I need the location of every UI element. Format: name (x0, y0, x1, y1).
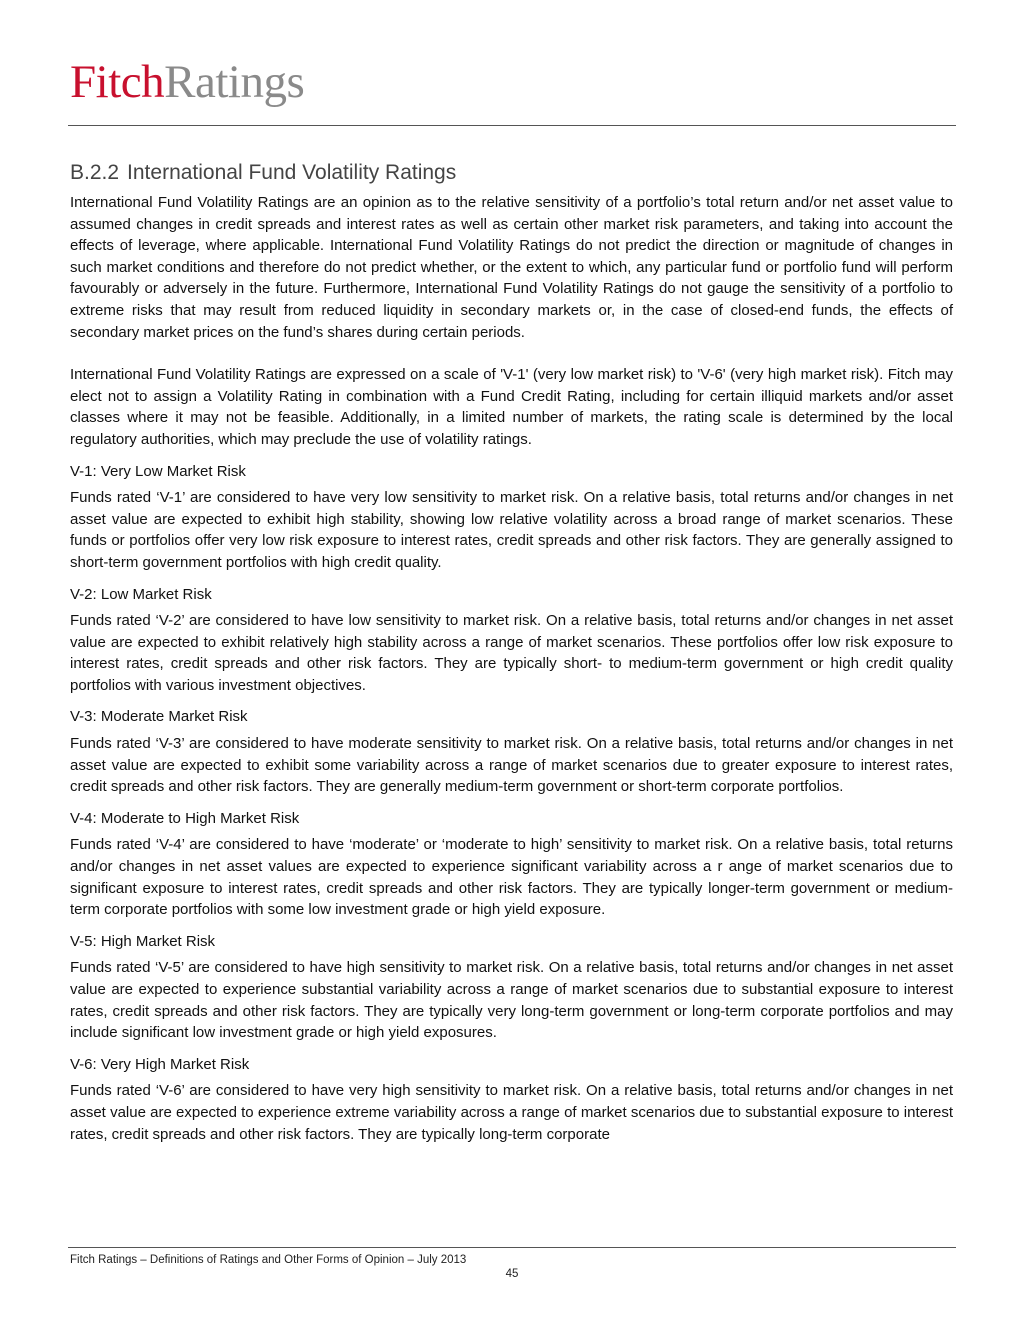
fitch-ratings-logo (70, 52, 304, 112)
rating-block-v2 (70, 584, 953, 697)
rating-description: Funds rated ‘V-3’ are considered to have moderate sensitivity to market risk. On a relative basis, total returns and/or changes in net asset value are expected to exhibit some variability across a range of market scenarios due to greater exposure to interest rates, credit spreads and other risk factors. They are generally medium-term government or short-term corporate portfolios. (70, 735, 953, 796)
intro-paragraph: International Fund Volatility Ratings are an opinion as to the relative sensitivity of a portfolio’s total return and/or net asset value to assumed changes in credit spreads and interest rates as well as certain other market risk parameters, and taking into account the effects of leverage, where applicable. International Fund Volatility Ratings do not predict the direction or magnitude of changes in such market conditions and therefore do not predict whether, or the extent to which, any particular fund or portfolio fund will perform favourably or adversely in the future. Furthermore, International Fund Volatility Ratings do not gauge the sensitivity of a portfolio to extreme risks that may result from reduced liquidity in secondary markets or, in the case of closed-end funds, the effects of secondary market prices on the fund’s shares during certain periods. (70, 194, 953, 341)
logo-fitch: Fitch (70, 56, 165, 108)
rating-block-v4 (70, 808, 953, 921)
rating-description: Funds rated ‘V-5’ are considered to have high sensitivity to market risk. On a relative basis, total returns and/or changes in net asset value are expected to experience substantial variability across a range of market scenarios due to substantial exposure to interest rates, credit spreads and other risk factors. They are typically very long-term government or long-term corporate portfolios and may include significant low investment grade or high yield exposures. (70, 959, 953, 1042)
rating-description: Funds rated ‘V-4’ are considered to have ‘moderate’ or ‘moderate to high’ sensitivity to market risk. On a relative basis, total returns and/or changes in net asset values are expected to experience significant variability across a r ange of market scenarios due to significant exposure to interest rates, credit spreads and other risk factors. They are typically longer-term government or medium-term corporate portfolios with some low investment grade or high yield exposure. (70, 836, 953, 919)
page-content (70, 158, 953, 1145)
section-title (70, 158, 953, 188)
page-number: 45 (505, 1268, 519, 1280)
section-title-text: International Fund Volatility Ratings (127, 161, 457, 184)
rating-heading: V-3: Moderate Market Risk (70, 708, 248, 726)
rating-heading: V-5: High Market Risk (70, 932, 216, 950)
rating-heading: V-4: Moderate to High Market Risk (70, 809, 300, 827)
rating-heading: V-2: Low Market Risk (70, 585, 212, 603)
footer-document-title: Fitch Ratings – Definitions of Ratings and Other Forms of Opinion – July 2013 (70, 1254, 467, 1266)
rating-description: Funds rated ‘V-2’ are considered to have low sensitivity to market risk. On a relative basis, total returns and/or changes in net asset value are expected to exhibit relatively high stability across a range of market scenarios. These portfolios offer low risk exposure to interest rates, credit spreads and other risk factors. They are typically short- to medium-term government or high credit quality portfolios with various investment objectives. (70, 612, 953, 694)
footer-divider (68, 1247, 956, 1248)
rating-heading: V-6: Very High Market Risk (70, 1055, 250, 1073)
rating-block-v6 (70, 1054, 953, 1145)
header-divider (68, 125, 956, 126)
rating-description: Funds rated ‘V-6’ are considered to have very high sensitivity to market risk. On a relative basis, total returns and/or changes in net asset value are expected to experience extreme variability across a range of market scenarios due to substantial exposure to interest rates, credit spreads and other risk factors. They are typically long-term corporate (70, 1082, 953, 1143)
rating-heading: V-1: Very Low Market Risk (70, 462, 246, 480)
rating-block-v3 (70, 706, 953, 797)
section-number: B.2.2 (70, 161, 120, 184)
logo-ratings: Ratings (164, 56, 305, 108)
rating-block-v1 (70, 461, 953, 574)
rating-block-v5 (70, 931, 953, 1044)
rating-description: Funds rated ‘V-1’ are considered to have very low sensitivity to market risk. On a relative basis, total returns and/or changes in net asset value are expected to exhibit high stability, showing low relative volatility across a broad range of market scenarios. These funds or portfolios offer very low risk exposure to interest rates, credit spreads and other risk factors. They are generally assigned to short-term government portfolios with high credit quality. (70, 489, 953, 571)
intro-paragraph: International Fund Volatility Ratings are expressed on a scale of 'V-1' (very low market risk) to 'V-6' (very high market risk). Fitch may elect not to assign a Volatility Rating in combination with a Fund Credit Rating, including for certain illiquid markets and/or asset classes where it may not be feasible. Additionally, in a limited number of markets, the rating scale is determined by the local regulatory authorities, which may preclude the use of volatility ratings. (70, 366, 953, 448)
